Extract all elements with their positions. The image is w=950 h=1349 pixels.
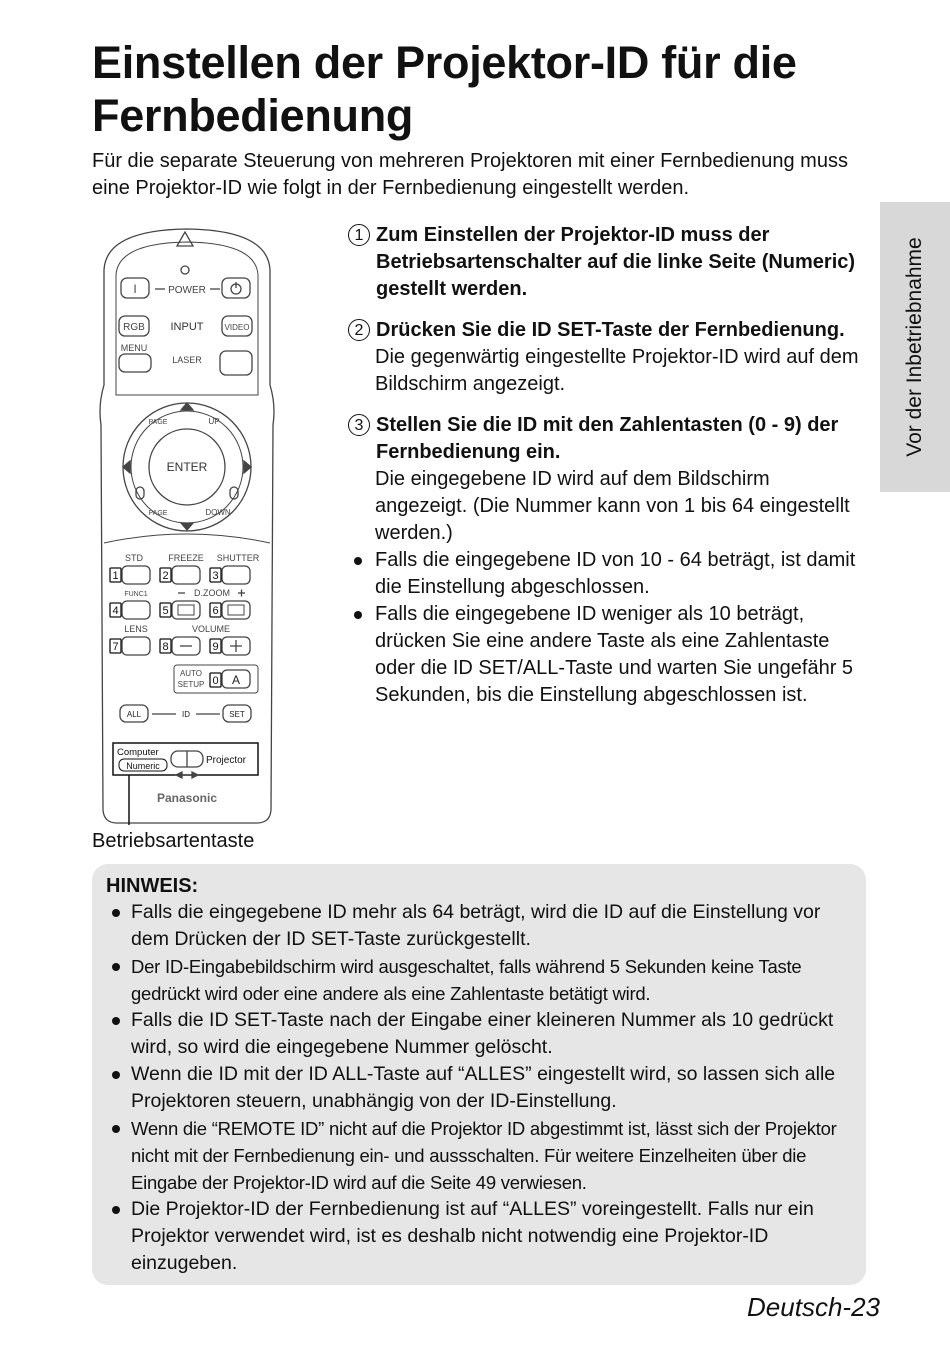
list-item: Die Projektor-ID der Fernbedienung ist auf “ALLES” voreingestellt. Falls nur ein Projektor verwendet wird, ist es deshalb nicht notwendig eine Projektor-ID einzugeben.: [106, 1196, 854, 1277]
section-side-tab: [880, 202, 950, 492]
list-item: Falls die eingegebene ID weniger als 10 beträgt, drücken Sie eine andere Taste als eine Zahlentaste oder die ID SET/ALL-Taste und warten Sie ungefähr 5 Sekunden, bis die Einstellung abgeschlossen ist.: [346, 601, 866, 709]
num5-label: 5: [162, 605, 169, 617]
list-item: Falls die eingegebene ID von 10 - 64 beträgt, ist damit die Einstellung abgeschlossen.: [346, 547, 866, 601]
dzoom-plus-button: [222, 601, 250, 619]
num9-label: 9: [212, 641, 219, 653]
volume-plus-icon: [230, 640, 242, 652]
dzoom-minus-icon: [178, 605, 194, 615]
remote-power-on-symbol: I: [133, 282, 137, 296]
laser-warning-icon: [177, 232, 193, 246]
remote-input-label: INPUT: [170, 321, 204, 333]
remote-brand-logo: Panasonic: [156, 791, 218, 805]
step-number-badge: 2: [348, 319, 370, 341]
remote-volume-label: VOLUME: [191, 624, 231, 634]
step-2: [346, 317, 866, 398]
remote-dzoom-label: D.ZOOM: [194, 588, 230, 598]
list-item: Wenn die ID mit der ID ALL-Taste auf “ALLES” eingestellt wird, so lassen sich alle Projektoren steuern, unabhängig von der ID-Einstellung.: [106, 1061, 854, 1115]
remote-key-a-label: A: [231, 673, 241, 687]
nav-right-arrow-icon: [244, 461, 251, 473]
remote-auto-label: AUTO: [179, 669, 203, 678]
remote-freeze-label: FREEZE: [168, 553, 204, 563]
laser-button: [220, 351, 252, 375]
nav-down-arrow-icon: [181, 523, 193, 530]
num4-label: 4: [112, 605, 119, 617]
page-title: Einstellen der Projektor-ID für die Fernbedienung: [92, 37, 797, 141]
remote-computer-label: Computer: [117, 747, 159, 758]
remote-enter-label: ENTER: [166, 460, 208, 474]
num7-label: 7: [112, 641, 119, 653]
nav-up-arrow-icon: [181, 403, 193, 410]
remote-laser-label: LASER: [172, 355, 202, 365]
remote-std-label: STD: [125, 553, 143, 563]
remote-up-label: UP: [208, 417, 220, 426]
num1-label: 1: [112, 570, 119, 582]
shutter-button: [222, 566, 250, 584]
remote-down-label: DOWN: [205, 508, 231, 517]
menu-button: [119, 354, 151, 372]
instruction-steps: [346, 222, 866, 723]
freeze-button: [172, 566, 200, 584]
num6-label: 6: [212, 605, 219, 617]
remote-setup-label: SETUP: [177, 680, 205, 689]
lens-button: [122, 637, 150, 655]
intro-paragraph: Für die separate Steuerung von mehreren Projektoren mit einer Fernbedienung muss eine Projektor-ID wie folgt in der Fernbedienung eingestellt werden.: [92, 150, 848, 199]
note-title: HINWEIS:: [106, 875, 199, 897]
step-number-badge: 1: [348, 224, 370, 246]
std-button: [122, 566, 150, 584]
step-heading: Drücken Sie die ID SET-Taste der Fernbedienung.: [376, 319, 845, 341]
remote-menu-label: MENU: [120, 343, 148, 353]
dzoom-minus-button: [172, 601, 200, 619]
remote-id-label: ID: [182, 710, 190, 719]
side-tab-label: Vor der Inbetriebnahme: [903, 237, 926, 457]
remote-projector-label: Projector: [206, 755, 247, 766]
note-list: [106, 899, 854, 1277]
num0-label: 0: [212, 675, 219, 687]
num2-label: 2: [162, 570, 169, 582]
step-heading: Zum Einstellen der Projektor-ID muss der Betriebsartenschalter auf die linke Seite (Numeric) gestellt werden.: [376, 224, 856, 300]
remote-page-top-label: PAGE: [148, 419, 168, 426]
page-footer: Deutsch-23: [747, 1292, 880, 1322]
step-3-bullets: [346, 547, 866, 709]
remote-func1-label: FUNC1: [124, 591, 148, 598]
remote-set-label: SET: [229, 710, 245, 719]
remote-rgb-label: RGB: [123, 322, 145, 333]
step-1: [346, 222, 866, 303]
remote-power-label: POWER: [168, 285, 206, 296]
remote-shutter-label: SHUTTER: [216, 553, 260, 563]
note-box: [92, 864, 866, 1285]
remote-video-label: VIDEO: [224, 323, 250, 332]
step-number-badge: 3: [348, 414, 370, 436]
list-item: Wenn die “REMOTE ID” nicht auf die Projektor ID abgestimmt ist, lässt sich der Projektor nicht mit der Fernbedienung ein- und aussschalten. Für weitere Einzelheiten über die Eingabe der Projektor-ID wird auf die Seite 49 verwiesen.: [106, 1115, 854, 1196]
list-item: Falls die eingegebene ID mehr als 64 beträgt, wird die ID auf die Einstellung vor dem Drücken der ID SET-Taste zurückgestellt.: [106, 899, 854, 953]
func1-button: [122, 601, 150, 619]
remote-numeric-label: Numeric: [126, 761, 160, 771]
remote-page-bottom-label: PAGE: [148, 510, 168, 517]
step-3: [346, 412, 866, 709]
remote-control-illustration: [92, 225, 282, 825]
step-body: Die gegenwärtig eingestellte Projektor-ID wird auf dem Bildschirm angezeigt.: [375, 346, 859, 395]
mode-switch-caption: Betriebsartentaste: [92, 830, 255, 852]
num8-label: 8: [162, 641, 169, 653]
nav-left-arrow-icon: [123, 461, 130, 473]
num3-label: 3: [212, 570, 219, 582]
step-heading: Stellen Sie die ID mit den Zahlentasten (0 - 9) der Fernbedienung ein.: [376, 414, 839, 463]
remote-lens-label: LENS: [124, 624, 148, 634]
dzoom-plus-icon: [228, 605, 244, 615]
remote-all-label: ALL: [126, 710, 142, 719]
step-body: Die eingegebene ID wird auf dem Bildschirm angezeigt. (Die Nummer kann von 1 bis 64 eingestellt werden.): [375, 468, 850, 544]
list-item: Der ID-Eingabebildschirm wird ausgeschaltet, falls während 5 Sekunden keine Taste gedrückt wird oder eine andere als eine Zahlentaste betätigt wird.: [106, 953, 854, 1007]
list-item: Falls die ID SET-Taste nach der Eingabe einer kleineren Nummer als 10 gedrückt wird, so wird die eingegebene Nummer gelöscht.: [106, 1007, 854, 1061]
